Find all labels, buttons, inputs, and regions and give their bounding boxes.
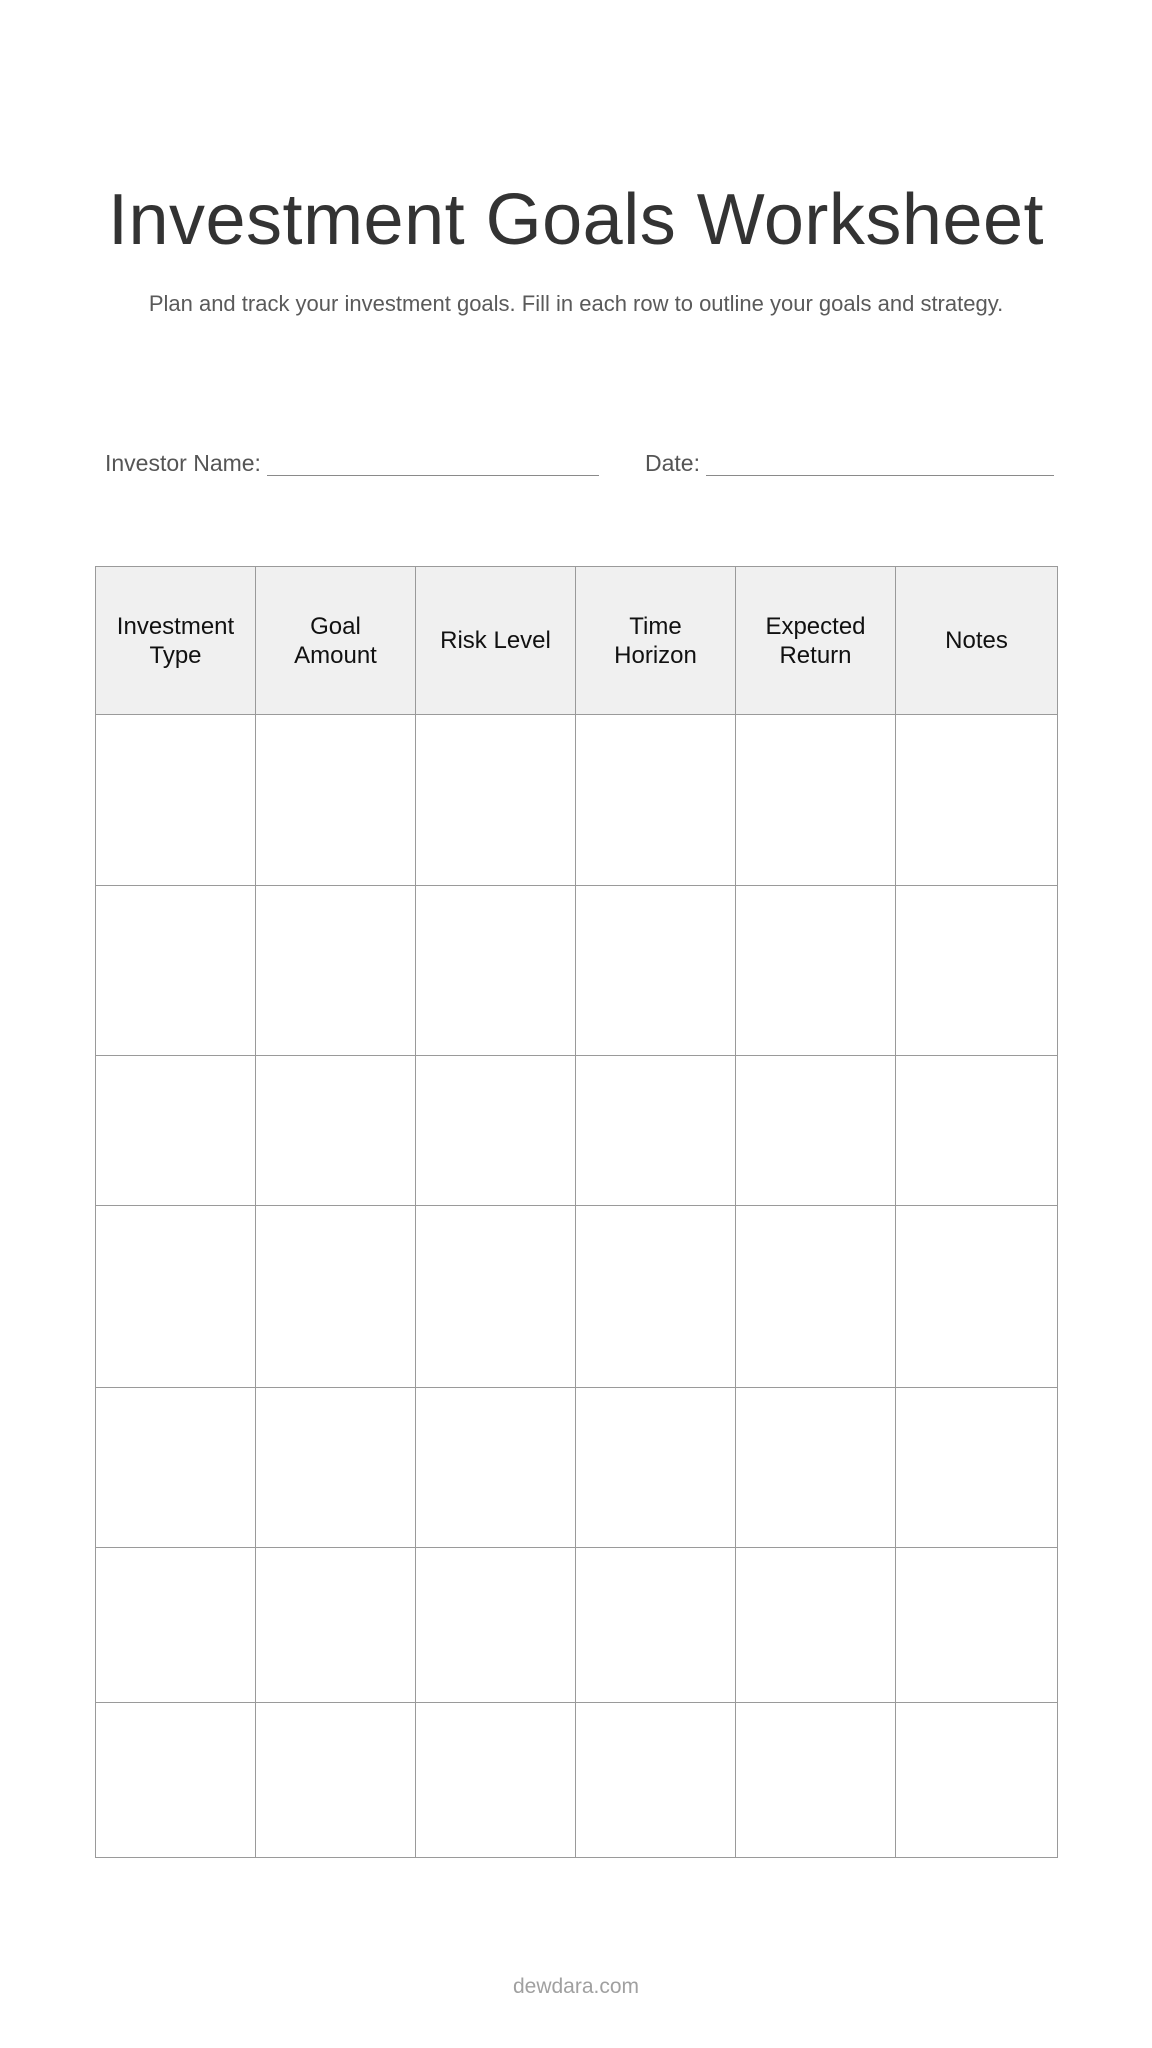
header-text: Expected [765,612,866,640]
table-cell[interactable] [416,1056,576,1206]
table-cell[interactable] [576,1703,736,1858]
table-cell[interactable] [896,1703,1058,1858]
table-row [96,1388,1058,1548]
table-cell[interactable] [96,1548,256,1703]
header-text: Amount [294,641,377,669]
table-cell[interactable] [256,715,416,886]
table-cell[interactable] [96,715,256,886]
header-text: Investment [116,612,235,640]
table-cell[interactable] [576,1548,736,1703]
table-cell[interactable] [96,1206,256,1388]
header-text: Type [149,641,202,669]
table-cell[interactable] [256,1056,416,1206]
header-text: Horizon [614,641,697,669]
table-cell[interactable] [96,1056,256,1206]
date-field[interactable] [645,446,1054,476]
table-cell[interactable] [416,886,576,1056]
date-input-line[interactable] [706,453,1054,476]
table-cell[interactable] [96,1703,256,1858]
table-cell[interactable] [576,1056,736,1206]
table-cell[interactable] [736,715,896,886]
page-title: Investment Goals Worksheet [107,180,1045,260]
table-cell[interactable] [896,1388,1058,1548]
table-cell[interactable] [576,1388,736,1548]
table-cell[interactable] [576,1206,736,1388]
table-row [96,1206,1058,1388]
header-text: Goal [310,612,361,640]
page-subtitle: Plan and track your investment goals. Fill in each row to outline your goals and strategy. [148,291,1004,316]
table-cell[interactable] [896,1206,1058,1388]
table-cell[interactable] [736,1703,896,1858]
header-text: Return [779,641,852,669]
header-time-horizon [576,567,736,715]
table-cell[interactable] [416,1206,576,1388]
table-cell[interactable] [896,1548,1058,1703]
table-cell[interactable] [736,1056,896,1206]
table-cell[interactable] [896,1056,1058,1206]
table-cell[interactable] [256,1388,416,1548]
investor-name-input-line[interactable] [267,453,599,476]
table-cell[interactable] [416,715,576,886]
header-risk-level [416,567,576,715]
table-row [96,1056,1058,1206]
table-cell[interactable] [256,1206,416,1388]
table-row [96,886,1058,1056]
table-cell[interactable] [96,886,256,1056]
table-cell[interactable] [256,1703,416,1858]
header-text: Time [629,612,682,640]
table-cell[interactable] [736,1548,896,1703]
table-cell[interactable] [736,1388,896,1548]
table-cell[interactable] [576,715,736,886]
table-cell[interactable] [96,1388,256,1548]
header-text: Notes [945,627,1008,654]
date-label: Date: [645,450,700,476]
table-header-row [96,567,1058,715]
table-cell[interactable] [416,1703,576,1858]
table-row [96,715,1058,886]
investor-name-field[interactable] [105,446,599,476]
table-row [96,1703,1058,1858]
header-notes [896,567,1058,715]
table-row [96,1548,1058,1703]
investor-name-label: Investor Name: [105,450,261,476]
header-goal-amount [256,567,416,715]
investment-goals-table [95,566,1058,1858]
table-cell[interactable] [416,1388,576,1548]
table-cell[interactable] [736,1206,896,1388]
header-expected-return [736,567,896,715]
table-cell[interactable] [256,886,416,1056]
table-cell[interactable] [576,886,736,1056]
table-cell[interactable] [736,886,896,1056]
table-cell[interactable] [416,1548,576,1703]
table-cell[interactable] [896,715,1058,886]
table-cell[interactable] [896,886,1058,1056]
header-text: Risk Level [440,627,551,654]
table-cell[interactable] [256,1548,416,1703]
footer-site-name: dewdara.com [512,1975,640,1998]
header-investment-type [96,567,256,715]
